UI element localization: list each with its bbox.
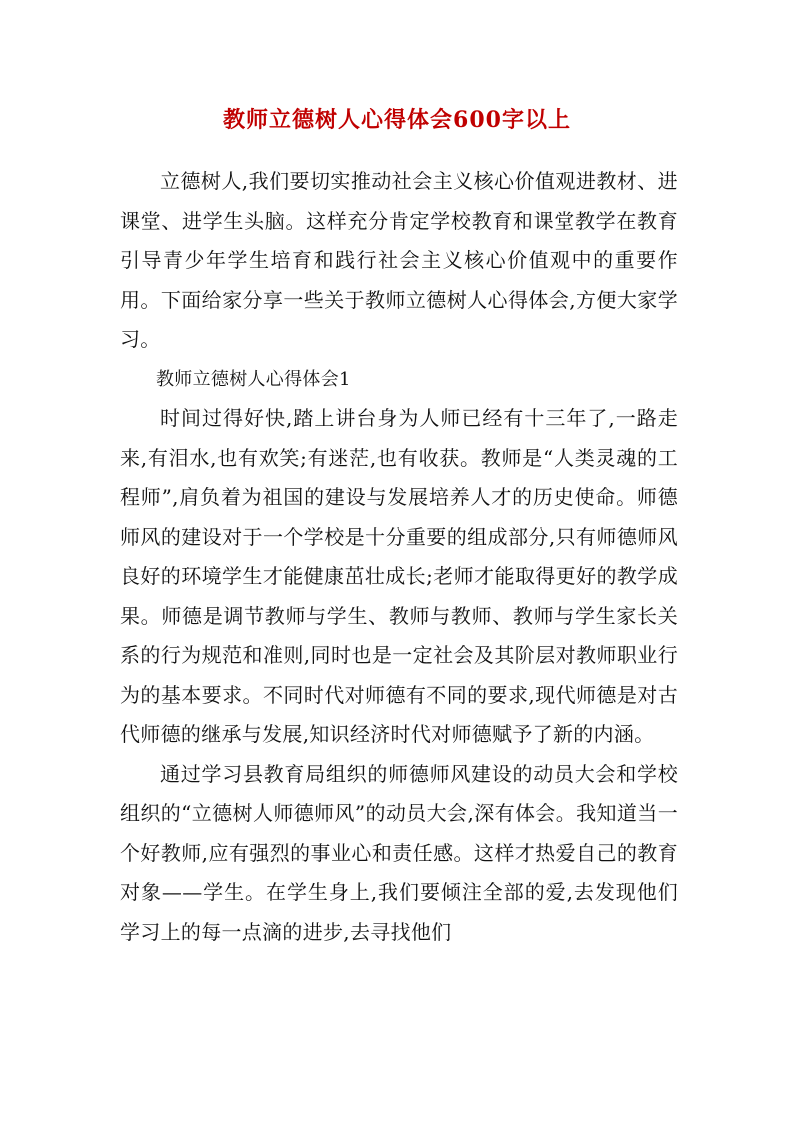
intro-paragraph: 立德树人,我们要切实推动社会主义核心价值观进教材、进课堂、进学生头脑。这样充分肯定学校教育和课堂教学在教育引导青少年学生培育和践行社会主义核心价值观中的重要作用。下面给家分享一些关于教师立德树人心得体会,方便大家学习。 [120,169,678,351]
document-title: 教师立德树人心得体会600字以上 [223,107,571,133]
document-body [120,162,678,952]
section-heading: 教师立德树人心得体会1 [156,368,351,390]
body-paragraph: 时间过得好快,踏上讲台身为人师已经有十三年了,一路走来,有泪水,也有欢笑;有迷茫,也有收获。教师是“人类灵魂的工程师”,肩负着为祖国的建设与发展培养人才的历史使命。师德师风的建设对于一个学校是十分重要的组成部分,只有师德师风良好的环境学生才能健康茁壮成长;老师才能取得更好的教学成果。师德是调节教师与学生、教师与教师、教师与学生家长关系的行为规范和准则,同时也是一定社会及其阶层对教师职业行为的基本要求。不同时代对师德有不同的要求,现代师德是对古代师德的继承与发展,知识经济时代对师德赋予了新的内涵。 [120,406,678,746]
body-paragraph: 通过学习县教育局组织的师德师风建设的动员大会和学校组织的“立德树人师德师风”的动员大会,深有体会。我知道当一个好教师,应有强烈的事业心和责任感。这样才热爱自己的教育对象——学生。在学生身上,我们要倾注全部的爱,去发现他们学习上的每一点滴的进步,去寻找他们 [120,761,678,944]
